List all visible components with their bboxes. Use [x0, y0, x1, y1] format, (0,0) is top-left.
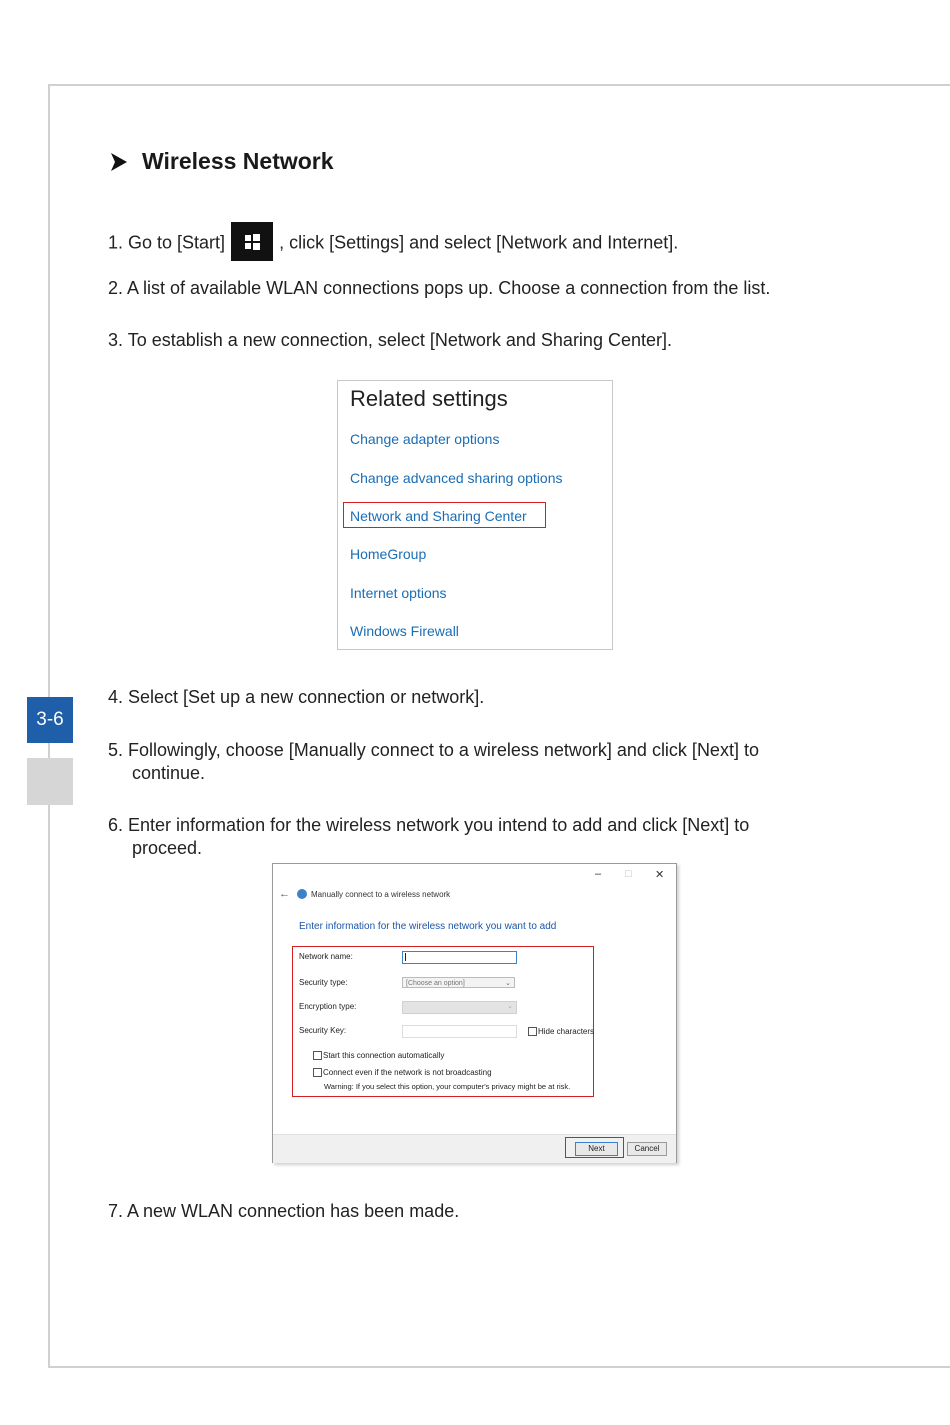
page-number: 3-6	[36, 709, 64, 730]
security-type-select[interactable]	[402, 977, 515, 988]
dialog-title: Manually connect to a wireless network	[311, 890, 451, 899]
minimize-button[interactable]: –	[595, 868, 602, 880]
link-internet-options[interactable]: Internet options	[350, 585, 447, 601]
security-type-value: [Choose an option]	[406, 980, 465, 987]
related-settings-panel	[337, 380, 613, 650]
next-button[interactable]: Next	[575, 1142, 618, 1156]
step-1-after: , click [Settings] and select [Network and Internet].	[279, 232, 679, 253]
windows-logo-icon	[231, 222, 273, 261]
hide-characters-checkbox[interactable]	[528, 1027, 537, 1036]
step-5-line1: 5. Followingly, choose [Manually connect to a wireless network] and click [Next] to	[108, 740, 759, 760]
security-key-input[interactable]	[402, 1025, 517, 1038]
close-button[interactable]: ✕	[655, 869, 665, 881]
chevron-down-icon: ⌄	[505, 980, 511, 987]
step-1	[108, 224, 678, 263]
link-change-adapter-options[interactable]: Change adapter options	[350, 431, 500, 447]
privacy-warning: Warning: If you select this option, your computer's privacy might be at risk.	[324, 1082, 571, 1091]
dialog-subtitle: Enter information for the wireless network you want to add	[299, 921, 557, 932]
related-settings-title: Related settings	[350, 386, 508, 411]
start-auto-label: Start this connection automatically	[323, 1051, 445, 1060]
encryption-type-select[interactable]	[402, 1001, 517, 1014]
link-homegroup[interactable]: HomeGroup	[350, 546, 427, 562]
heading-text: Wireless Network	[142, 148, 334, 174]
step-5	[108, 739, 841, 785]
cancel-button[interactable]: Cancel	[627, 1142, 667, 1156]
network-name-label: Network name:	[299, 952, 353, 961]
network-icon	[297, 889, 307, 899]
text-caret	[405, 953, 406, 961]
link-windows-firewall[interactable]: Windows Firewall	[350, 623, 459, 639]
hide-characters-label: Hide characters	[538, 1027, 595, 1036]
encryption-type-label: Encryption type:	[299, 1002, 357, 1011]
connect-even-checkbox[interactable]	[313, 1068, 322, 1077]
step-1-before: 1. Go to [Start]	[108, 232, 226, 253]
step-3: 3. To establish a new connection, select [Network and Sharing Center].	[108, 330, 672, 350]
network-name-input[interactable]	[402, 951, 517, 964]
step-7: 7. A new WLAN connection has been made.	[108, 1201, 460, 1221]
manual-connect-dialog	[272, 863, 677, 1163]
security-key-label: Security Key:	[299, 1026, 347, 1035]
step-2: 2. A list of available WLAN connections pops up. Choose a connection from the list.	[108, 278, 771, 298]
security-type-label: Security type:	[299, 978, 348, 987]
connect-even-label: Connect even if the network is not broadcasting	[323, 1068, 492, 1077]
step-6-line2: proceed.	[132, 838, 203, 858]
section-heading	[108, 148, 334, 175]
start-auto-checkbox[interactable]	[313, 1051, 322, 1060]
chevron-down-icon: ⌄	[507, 1003, 513, 1010]
back-arrow-icon[interactable]: ←	[279, 888, 290, 900]
side-grey-tab	[27, 758, 73, 805]
page-number-tab	[27, 697, 73, 743]
link-network-sharing-center[interactable]: Network and Sharing Center	[350, 508, 527, 524]
link-change-advanced-sharing[interactable]: Change advanced sharing options	[350, 470, 563, 486]
step-5-line2: continue.	[132, 763, 206, 783]
step-6	[108, 814, 841, 860]
step-4: 4. Select [Set up a new connection or network].	[108, 687, 485, 707]
chevron-right-icon	[108, 151, 130, 173]
step-6-line1: 6. Enter information for the wireless network you intend to add and click [Next] to	[108, 815, 750, 835]
maximize-button[interactable]: □	[625, 868, 632, 880]
